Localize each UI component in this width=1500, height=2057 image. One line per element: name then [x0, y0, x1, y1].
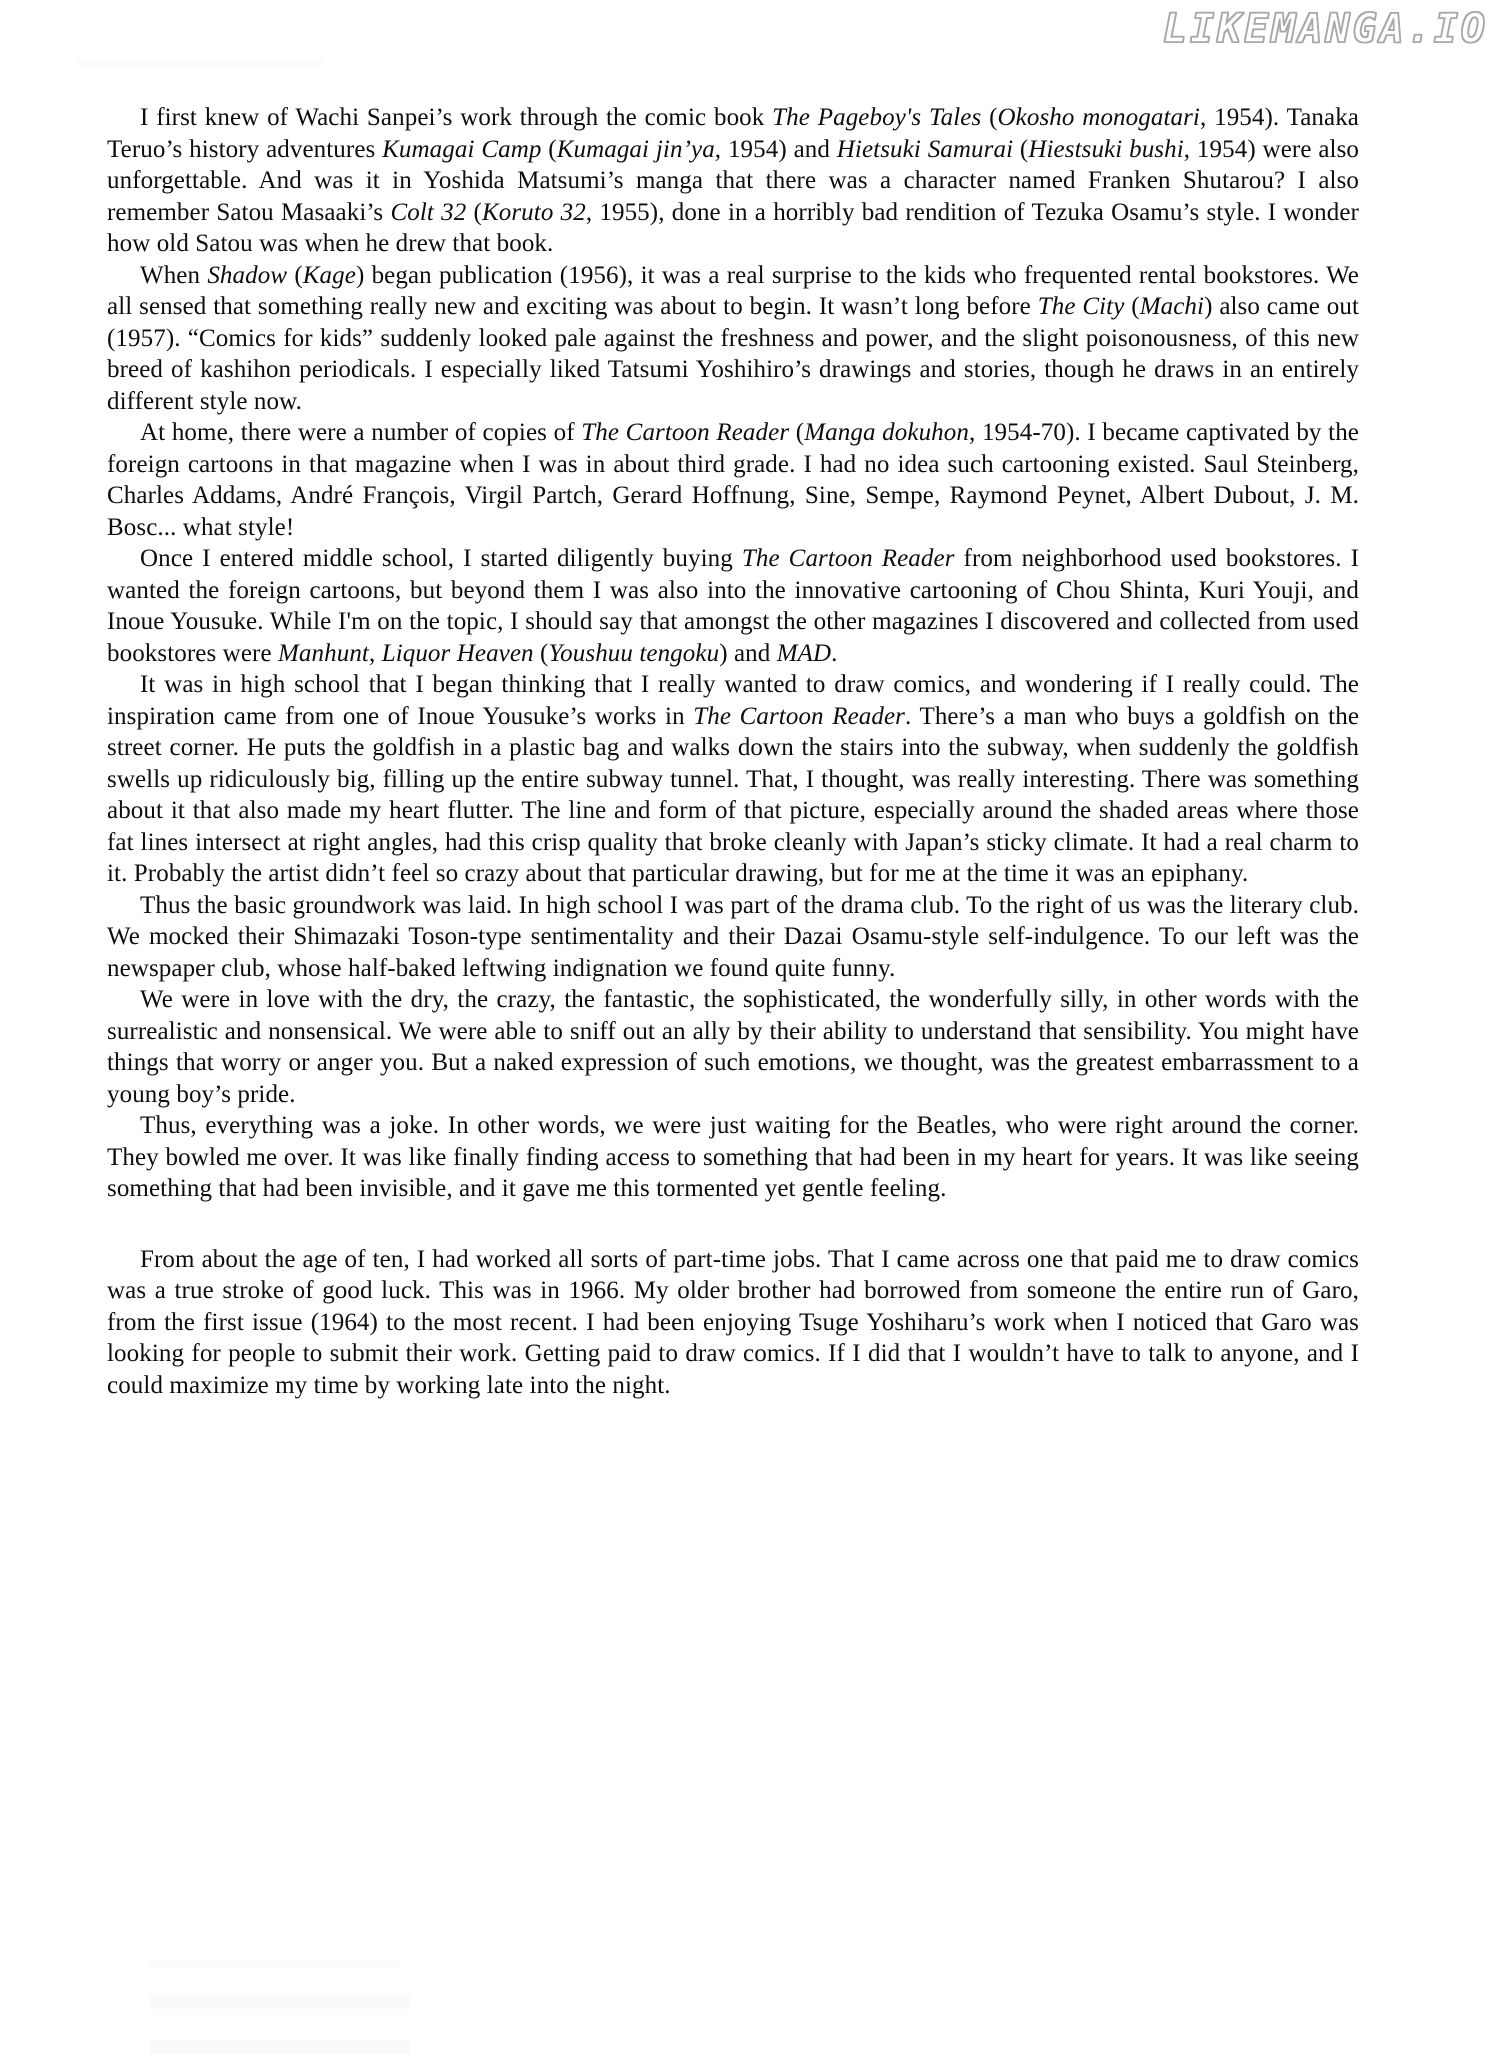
body-text-segment: , 1955), done in a horribly bad rendition of Tezuka Osamu’s style. I wonder how old Satou was when he drew that book.	[107, 198, 1359, 257]
paragraph	[107, 543, 1359, 669]
body-text-segment: It was in high school that I began thinking that I really wanted to draw comics, and wondering if I really could. The inspiration came from one of Inoue Yousuke’s works in	[107, 671, 1359, 730]
site-watermark: LIKEMANGA.IO	[1163, 6, 1488, 52]
italic-title-text: Koruto 32	[481, 198, 586, 226]
paragraph	[107, 1244, 1359, 1402]
body-text-segment: We were in love with the dry, the crazy, the fantastic, the sophisticated, the wonderfully silly, in other words with the surrealistic and nonsensical. We were able to sniff out an ally by their ability to understand that sensibility. You might have things that worry or anger you. But a naked expression of such emotions, we thought, was the greatest embarrassment to a young boy’s pride.	[107, 986, 1359, 1108]
scan-artifact	[150, 2040, 410, 2054]
body-text-segment: . There’s a man who buys a goldfish on the street corner. He puts the goldfish in a plastic bag and walks down the stairs into the subway, when suddenly the goldfish swells up ridiculously big, filling up the entire subway tunnel. That, I thought, was really interesting. There was something about it that also made my heart flutter. The line and form of that picture, especially around the shaded areas where those fat lines intersect at right angles, had this crisp quality that broke cleanly with Japan’s sticky climate. It had a real charm to it. Probably the artist didn’t feel so crazy about that particular drawing, but for me at the time it was an epiphany.	[107, 702, 1360, 887]
italic-title-text: Kumagai jin’ya	[556, 135, 715, 163]
italic-title-text: Kumagai Camp	[382, 135, 542, 163]
body-text-segment: (	[533, 639, 549, 667]
body-text-segment: ) and	[719, 639, 777, 667]
body-text-segment: (	[287, 261, 303, 289]
body-text-segment: (	[466, 198, 482, 226]
paragraph	[107, 890, 1359, 985]
body-text-segment: From about the age of ten, I had worked all sorts of part-time jobs. That I came across one that paid me to draw comics was a true stroke of good luck. This was in 1966. My older brother had borrowed from someone the entire run of Garo, from the first issue (1964) to the most recent. I had been enjoying Tsuge Yoshiharu’s work when I noticed that Garo was looking for people to submit their work. Getting paid to draw comics. If I did that I wouldn’t have to talk to anyone, and I could maximize my time by working late into the night.	[107, 1245, 1359, 1399]
body-text-segment: .	[831, 639, 838, 667]
body-text-segment: , 1954) were also unforgettable. And was it in Yoshida Matsumi’s manga that there was a character named Franken Shutarou? I also remember Satou Masaaki’s	[107, 135, 1359, 226]
italic-title-text: Liquor Heaven	[381, 639, 534, 667]
body-text-segment: Thus the basic groundwork was laid. In high school I was part of the drama club. To the right of us was the literary club. We mocked their Shimazaki Toson-type sentimentality and their Dazai Osamu-style self-indulgence. To our left was the newspaper club, whose half-baked leftwing indignation we found quite funny.	[107, 891, 1359, 982]
body-text-segment: (	[1124, 293, 1140, 320]
italic-title-text: Shadow	[207, 261, 288, 289]
scan-artifact	[150, 1995, 410, 2009]
body-text-segment: ) also came out (1957). “Comics for kids” suddenly looked pale against the freshness and power, and the slight poisonousness, of this new breed of kashihon periodicals. I especially liked Tatsumi Yoshihiro’s drawings and stories, though he draws in an entirely different style now.	[107, 293, 1360, 415]
body-text-segment: from neighborhood used bookstores. I wanted the foreign cartoons, but beyond them I was also into the innovative cartooning of Chou Shinta, Kuri Youji, and Inoue Yousuke. While I'm on the topic, I should say that amongst the other magazines I discovered and collected from used bookstores were	[107, 545, 1360, 667]
italic-title-text: Manga dokuhon	[804, 419, 969, 446]
body-text-segment: , 1954-70). I became captivated by the foreign cartoons in that magazine when I was in about third grade. I had no idea such cartooning existed. Saul Steinberg, Charles Addams, André François, Virgil Partch, Gerard Hoffnung, Sine, Sempe, Raymond Peynet, Albert Dubout, J. M. Bosc... what style!	[107, 419, 1359, 541]
scan-artifact	[150, 1960, 400, 1968]
body-text-segment: (	[981, 104, 998, 131]
paragraph	[107, 984, 1359, 1110]
body-text-segment: ) began publication (1956), it was a real surprise to the kids who frequented rental bookstores. We all sensed that something really new and exciting was about to begin. It wasn’t long before	[107, 261, 1359, 320]
scan-artifact	[75, 58, 325, 66]
paragraph	[107, 102, 1359, 260]
italic-title-text: The Pageboy's Tales	[772, 104, 982, 131]
italic-title-text: Colt 32	[390, 198, 467, 226]
document-body	[107, 102, 1359, 1401]
italic-title-text: The Cartoon Reader	[693, 702, 905, 730]
body-text-segment: Once I entered middle school, I started diligently buying	[140, 545, 742, 572]
italic-title-text: Hietsuki Samurai	[836, 135, 1014, 163]
paragraph	[107, 417, 1359, 543]
body-text-segment: (	[789, 419, 805, 446]
italic-title-text: Kage	[302, 261, 356, 289]
italic-title-text: MAD	[776, 639, 832, 667]
italic-title-text: The Cartoon Reader	[741, 545, 955, 572]
body-text-segment: (	[541, 135, 557, 163]
body-text-segment: (	[1013, 135, 1029, 163]
paragraph	[107, 260, 1359, 418]
paragraph	[107, 1110, 1359, 1205]
italic-title-text: The City	[1037, 293, 1125, 320]
body-text-segment: ,	[368, 639, 382, 667]
body-text-segment: I first knew of Wachi Sanpei’s work through the comic book	[140, 104, 773, 131]
paragraph	[107, 669, 1359, 890]
italic-title-text: Manhunt	[278, 639, 369, 667]
italic-title-text: Hiestsuki bushi	[1028, 135, 1184, 163]
body-text-segment: , 1954) and	[714, 135, 837, 163]
body-text-segment: When	[140, 261, 208, 289]
body-text-segment: , 1954). Tanaka Teruo’s history adventures	[107, 104, 1360, 163]
italic-title-text: Okosho monogatari	[997, 104, 1200, 131]
italic-title-text: Youshuu tengoku	[548, 639, 720, 667]
italic-title-text: The Cartoon Reader	[581, 419, 790, 446]
body-text-segment: Thus, everything was a joke. In other words, we were just waiting for the Beatles, who were right around the corner. They bowled me over. It was like finally finding access to something that had been in my heart for years. It was like seeing something that had been invisible, and it gave me this tormented yet gentle feeling.	[107, 1112, 1359, 1202]
body-text-segment: At home, there were a number of copies of	[140, 419, 582, 446]
italic-title-text: Machi	[1139, 293, 1205, 320]
